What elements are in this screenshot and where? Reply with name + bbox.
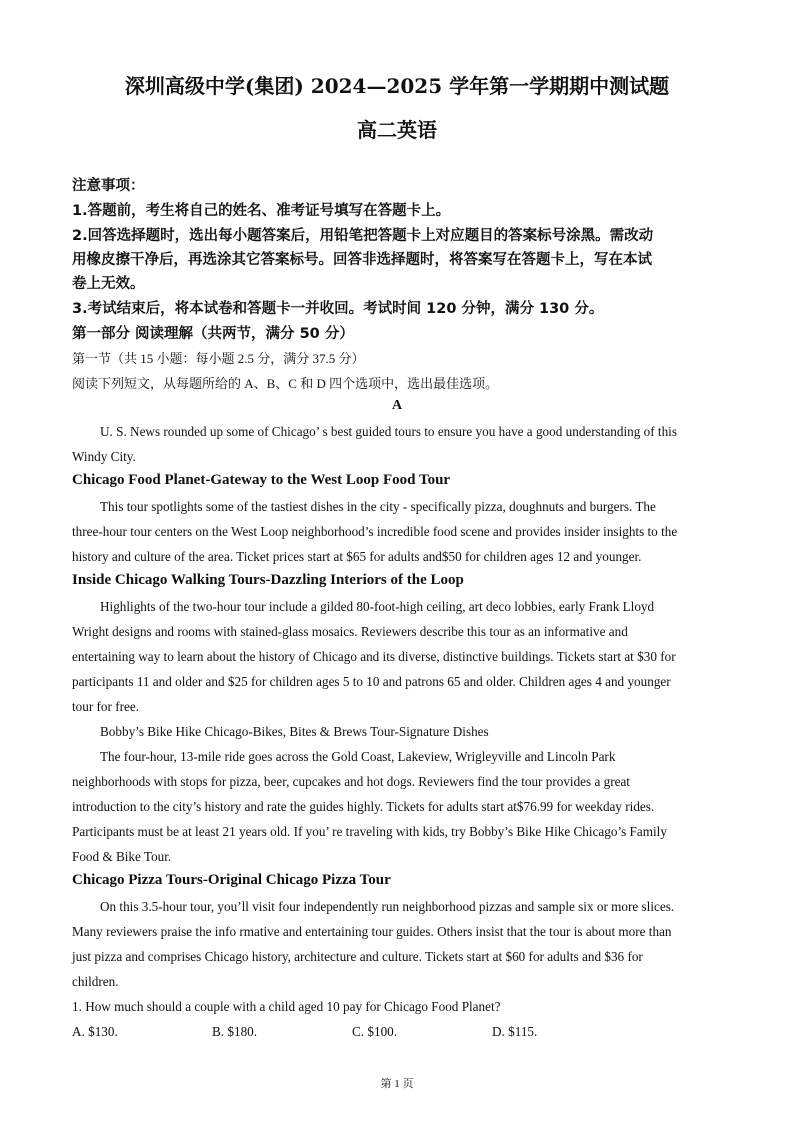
tour4-title: Chicago Pizza Tours-Original Chicago Pizza Tour xyxy=(72,872,391,888)
passage-label: A xyxy=(391,398,403,413)
tour1-line-2: three-hour tour centers on the West Loop neighborhood’s incredible food scene and provides insider insights to the xyxy=(72,524,678,539)
tour2-line-3: entertaining way to learn about the history of Chicago and its diverse, distinctive buildings. Tickets start at $30 for xyxy=(72,649,676,664)
tour1-line-1: This tour spotlights some of the tastiest dishes in the city - specifically pizza, doughnuts and burgers. The xyxy=(100,499,656,514)
question-1-option-a: A. $130. xyxy=(72,1024,118,1039)
notice-heading: 注意事项： xyxy=(72,178,145,194)
tour3-line-2: neighborhoods with stops for pizza, beer, cupcakes and hot dogs. Reviewers find the tour provides a great xyxy=(72,774,630,789)
exam-subject: 高二英语 xyxy=(357,118,437,142)
intro-line-1: U. S. News rounded up some of Chicago’ s best guided tours to ensure you have a good understanding of this xyxy=(100,424,677,439)
question-1-option-b: B. $180. xyxy=(212,1024,258,1039)
tour4-line-1: On this 3.5-hour tour, you’ll visit four independently run neighborhood pizzas and sample six or more slices. xyxy=(100,899,675,914)
part1-heading: 第一部分 阅读理解（共两节，满分 50 分） xyxy=(72,326,354,342)
tour3-line-5: Food & Bike Tour. xyxy=(72,849,172,864)
notice-item-3: 3.考试结束后，将本试卷和答题卡一并收回。考试时间 120 分钟，满分 130 分。 xyxy=(72,301,604,317)
tour3-title: Bobby’s Bike Hike Chicago-Bikes, Bites & Brews Tour-Signature Dishes xyxy=(100,724,489,739)
exam-title: 深圳高级中学(集团) 2024—2025 学年第一学期期中测试题 xyxy=(124,74,670,98)
question-1-option-c: C. $100. xyxy=(352,1024,398,1039)
section1-heading: 第一节（共 15 小题：每小题 2.5 分，满分 37.5 分） xyxy=(72,351,365,366)
tour2-line-4: participants 11 and older and $25 for children ages 5 to 10 and patrons 65 and older. Children ages 4 and younger xyxy=(72,674,671,689)
tour3-line-3: introduction to the city’s history and rate the guides highly. Tickets for adults start at$76.99 for weekday rides. xyxy=(72,799,655,814)
notice-item-2-line-1: 2.回答选择题时，选出每小题答案后，用铅笔把答题卡上对应题目的答案标号涂黑。需改动 xyxy=(72,228,654,244)
tour4-line-2: Many reviewers praise the info rmative and entertaining tour guides. Others insist that the tour is about more than xyxy=(72,924,672,939)
tour2-line-5: tour for free. xyxy=(72,699,139,714)
page-number: 第 1 页 xyxy=(380,1078,414,1090)
question-1-option-d: D. $115. xyxy=(492,1024,538,1039)
tour3-line-4: Participants must be at least 21 years old. If you’ re traveling with kids, try Bobby’s Bike Hike Chicago’s Family xyxy=(72,824,667,839)
tour3-line-1: The four-hour, 13-mile ride goes across the Gold Coast, Lakeview, Wrigleyville and Lincoln Park xyxy=(100,749,616,764)
tour4-line-3: just pizza and comprises Chicago history, architecture and culture. Tickets start at $60 for adults and $36 for xyxy=(72,949,643,964)
tour1-line-3: history and culture of the area. Ticket prices start at $65 for adults and$50 for children ages 12 and younger. xyxy=(72,549,642,564)
question-1-stem: 1. How much should a couple with a child aged 10 pay for Chicago Food Planet? xyxy=(72,999,501,1014)
instruction-text: 阅读下列短文，从每题所给的 A、B、C 和 D 四个选项中，选出最佳选项。 xyxy=(72,376,499,391)
tour2-line-2: Wright designs and rooms with stained-glass mosaics. Reviewers describe this tour as an informative and xyxy=(72,624,628,639)
notice-item-1: 1.答题前，考生将自己的姓名、准考证号填写在答题卡上。 xyxy=(72,203,451,219)
notice-item-2-line-3: 卷上无效。 xyxy=(72,276,145,292)
tour2-title: Inside Chicago Walking Tours-Dazzling Interiors of the Loop xyxy=(72,572,464,588)
tour1-title: Chicago Food Planet-Gateway to the West Loop Food Tour xyxy=(72,472,451,488)
tour4-line-4: children. xyxy=(72,974,119,989)
notice-item-2-line-2: 用橡皮擦干净后，再选涂其它答案标号。回答非选择题时，将答案写在答题卡上，写在本试 xyxy=(72,252,652,268)
tour2-line-1: Highlights of the two-hour tour include a gilded 80-foot-high ceiling, art deco lobbies, early Frank Lloyd xyxy=(100,599,655,614)
intro-line-2: Windy City. xyxy=(72,449,136,464)
